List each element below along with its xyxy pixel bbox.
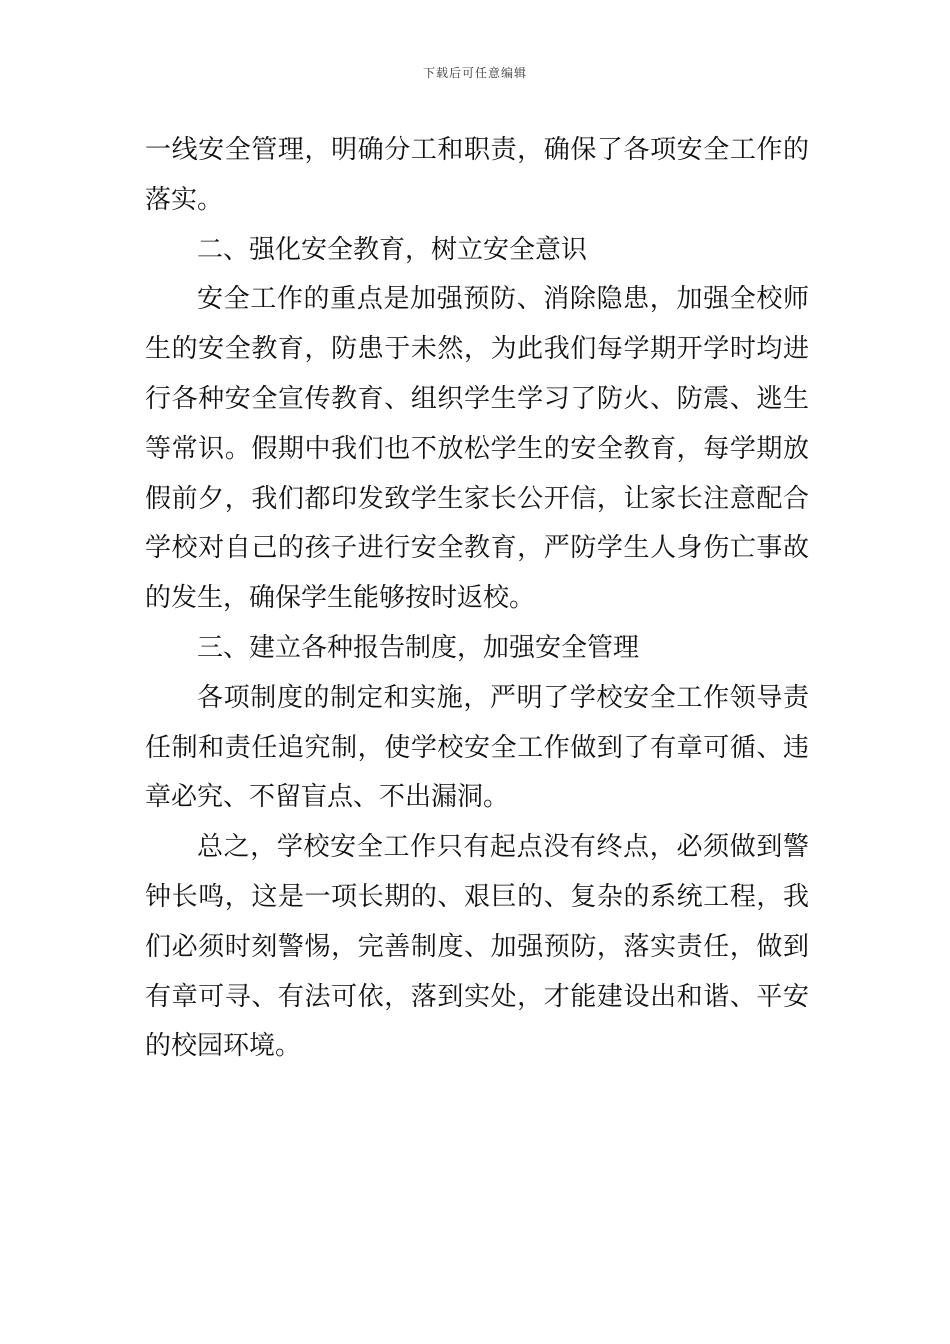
- text-line: 任制和责任追究制，使学校安全工作做到了有章可循、违: [145, 732, 809, 763]
- text-line: 们必须时刻警惕，完善制度、加强预防，落实责任，做到: [145, 931, 809, 962]
- text-line: 一线安全管理，明确分工和职责，确保了各项安全工作的: [145, 135, 809, 165]
- text-line: 生的安全教育，防患于未然，为此我们每学期开学时均进: [145, 334, 809, 365]
- paragraph-first-line: 安全工作的重点是加强预防、消除隐患，加强全校师: [197, 284, 809, 315]
- text-line: 的校园环境。: [145, 1031, 302, 1062]
- text-line: 的发生，确保学生能够按时返校。: [145, 583, 536, 614]
- text-line: 学校对自己的孩子进行安全教育，严防学生人身伤亡事故: [145, 533, 809, 564]
- text-line: 落实。: [145, 184, 224, 215]
- paragraph-first-line: 各项制度的制定和实施，严明了学校安全工作领导责: [197, 682, 809, 713]
- text-line: 章必究、不留盲点、不出漏洞。: [145, 782, 510, 813]
- document-body: [145, 126, 809, 1072]
- text-line: 有章可寻、有法可依，落到实处，才能建设出和谐、平安: [145, 981, 809, 1012]
- text-line: 假前夕，我们都印发致学生家长公开信，让家长注意配合: [145, 483, 809, 514]
- page-header-note: 下载后可任意编辑: [422, 66, 527, 80]
- text-line: 行各种安全宣传教育、组织学生学习了防火、防震、逃生: [145, 383, 809, 414]
- text-line: 钟长鸣，这是一项长期的、艰巨的、复杂的系统工程，我: [145, 881, 809, 912]
- section-heading: 三、建立各种报告制度，加强安全管理: [197, 632, 640, 663]
- text-line: 等常识。假期中我们也不放松学生的安全教育，每学期放: [145, 433, 809, 464]
- section-heading: 二、强化安全教育，树立安全意识: [197, 234, 588, 265]
- paragraph-first-line: 总之，学校安全工作只有起点没有终点，必须做到警: [197, 832, 809, 863]
